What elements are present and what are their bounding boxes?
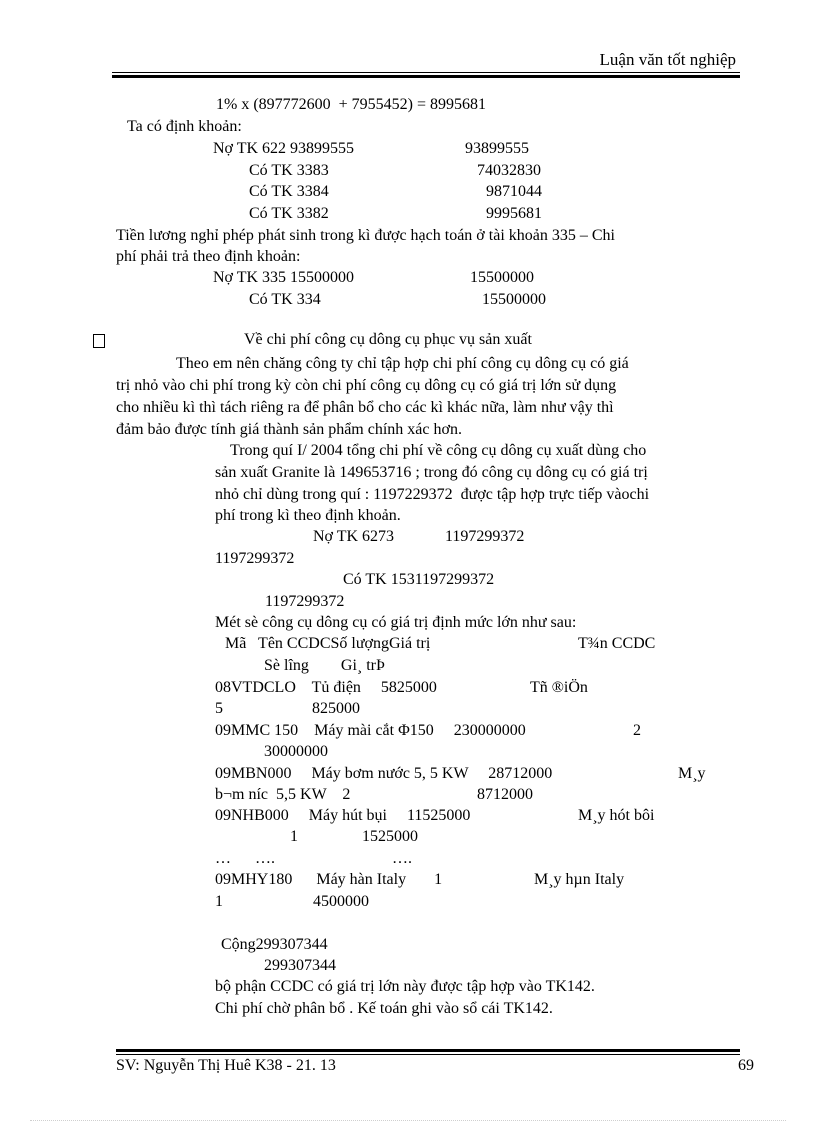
paragraph-line: đảm bảo được tính giá thành sản phẩm chính xác hơn. <box>116 421 462 438</box>
paragraph-line: nhỏ chỉ dùng trong quí : 1197229372 được tập hợp trực tiếp vàochi <box>215 486 650 503</box>
table-row: 8712000 <box>477 786 533 803</box>
intro-line: Ta có định khoản: <box>127 118 242 135</box>
leave-pay-line: phí phải trả theo định khoản: <box>116 248 301 265</box>
leave-pay-line: Tiền lương nghỉ phép phát sinh trong kì được hạch toán ở tài khoản 335 – Chi <box>116 227 615 244</box>
entry-amount: 9871044 <box>486 183 542 200</box>
table-row: 30000000 <box>264 743 328 760</box>
footer-rule-thin <box>116 1054 740 1055</box>
table-row: 4500000 <box>313 893 369 910</box>
table-total: Cộng299307344 <box>221 936 328 953</box>
table-header: Mã Tên CCDCSố lượngGiá trị <box>225 635 431 652</box>
entry-amount: 9995681 <box>486 205 542 222</box>
table-row: Tñ ®iÖn <box>530 679 588 696</box>
entry-label: Nợ TK 335 15500000 <box>213 269 355 286</box>
entry-amount: 93899555 <box>465 140 529 157</box>
footer-student: SV: Nguyễn Thị Huê K38 - 21. 13 <box>116 1057 336 1074</box>
no-entry-wrap: 1197299372 <box>215 550 295 567</box>
table-row: 1525000 <box>362 828 418 845</box>
table-row: 1 <box>215 893 223 910</box>
table-row: 2 <box>633 722 641 739</box>
entry-amount: 15500000 <box>470 269 534 286</box>
section-heading: Về chi phí công cụ dông cụ phục vụ sản xuất <box>244 331 532 348</box>
header-rule-thick <box>112 75 740 78</box>
footer-rule-thick <box>116 1049 740 1052</box>
table-header: Sè lîng Gi¸ trÞ <box>264 657 385 674</box>
page-edge-dots <box>30 1120 786 1121</box>
table-row: 1 <box>290 828 298 845</box>
formula-line: 1% x (897772600 + 7955452) = 8995681 <box>216 96 487 113</box>
table-row: M¸y <box>678 765 706 782</box>
table-row: 09NHB000 Máy hút bụi 11525000 <box>215 807 471 824</box>
table-row: b¬m níc 5,5 KW 2 <box>215 786 351 803</box>
table-row: 09MHY180 Máy hàn Italy 1 <box>215 871 443 888</box>
table-row: … …. <box>215 850 275 867</box>
table-row: 09MMC 150 Máy mài cắt Φ150 230000000 <box>215 722 526 739</box>
table-row: M¸y hót bôi <box>578 807 655 824</box>
co-entry-wrap: 1197299372 <box>265 593 345 610</box>
paragraph-line: cho nhiều kì thì tách riêng ra để phân bổ cho các kì khác nữa, làm như vậy thì <box>116 399 614 416</box>
closing-line: Chi phí chờ phân bổ . Kế toán ghi vào sổ cái TK142. <box>215 1000 553 1017</box>
table-row: 5 <box>215 700 223 717</box>
table-row: 08VTDCLO Tủ điện 5825000 <box>215 679 437 696</box>
no-entry-label: Nợ TK 6273 <box>313 528 395 545</box>
paragraph-line: Theo em nên chăng công ty chỉ tập hợp chi phí công cụ dông cụ có giá <box>176 355 629 372</box>
header-rule-thin <box>112 72 740 73</box>
paragraph-line: phí trong kì theo định khoản. <box>215 507 401 524</box>
closing-line: bộ phận CCDC có giá trị lớn này được tập hợp vào TK142. <box>215 978 595 995</box>
header-title: Luận văn tốt nghiệp <box>599 50 736 69</box>
table-total-wrap: 299307344 <box>264 957 336 974</box>
paragraph-line: sản xuất Granite là 149653716 ; trong đó công cụ dông cụ có giá trị <box>215 464 648 481</box>
entry-label: Nợ TK 622 93899555 <box>213 140 355 157</box>
entry-amount: 74032830 <box>477 162 541 179</box>
entry-label: Có TK 3382 <box>249 205 329 222</box>
entry-label: Có TK 3384 <box>249 183 329 200</box>
table-row: …. <box>392 850 412 867</box>
co-entry-label: Có TK 1531197299372 <box>343 571 495 588</box>
entry-label: Có TK 334 <box>249 291 321 308</box>
entry-amount: 15500000 <box>482 291 546 308</box>
table-header-garbled: T¾n CCDC <box>578 635 656 652</box>
list-intro: Mét sè công cụ dông cụ có giá trị định mức lớn như sau: <box>215 614 577 631</box>
table-row: M¸y hµn Italy <box>534 871 625 888</box>
paragraph-line: trị nhỏ vào chi phí trong kỳ còn chi phí công cụ dông cụ có giá trị lớn sử dụng <box>116 377 617 394</box>
entry-label: Có TK 3383 <box>249 162 329 179</box>
bullet-box-icon <box>93 334 105 348</box>
no-entry-amount: 1197299372 <box>445 528 525 545</box>
table-row: 09MBN000 Máy bơm nước 5, 5 KW 28712000 <box>215 765 553 782</box>
table-row: 825000 <box>312 700 360 717</box>
paragraph-line: Trong quí I/ 2004 tổng chi phí về công cụ dông cụ xuất dùng cho <box>230 442 647 459</box>
footer-page-number: 69 <box>738 1057 754 1074</box>
